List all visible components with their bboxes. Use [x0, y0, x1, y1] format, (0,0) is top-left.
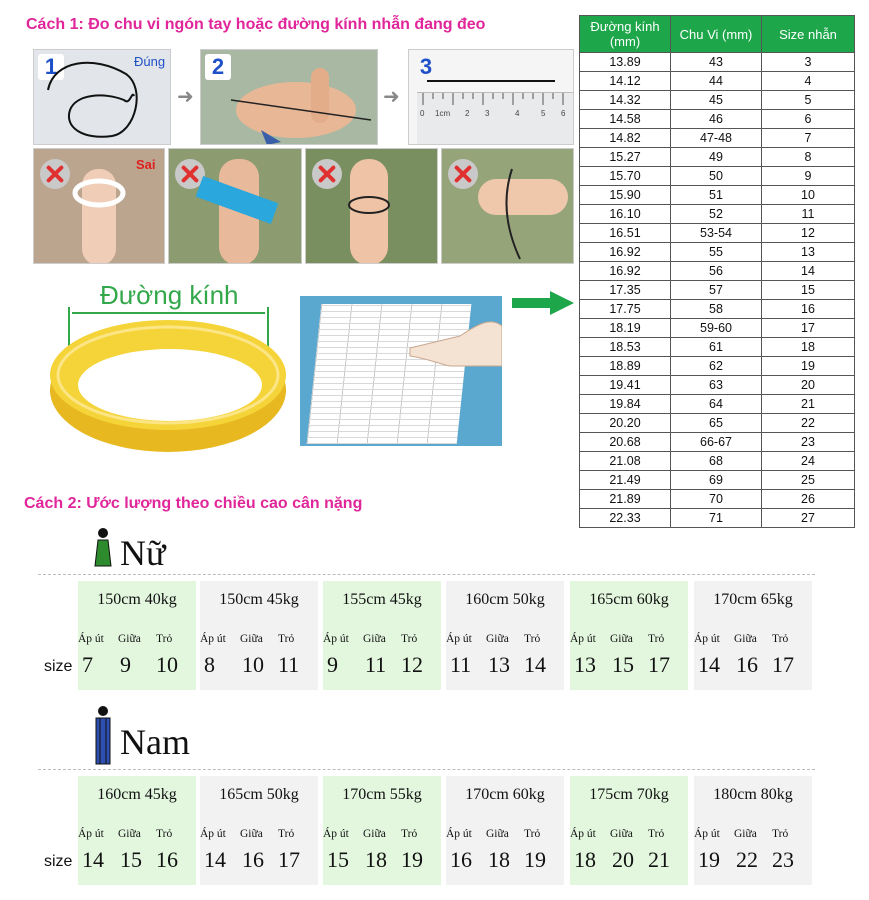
diameter-cell: 17.35	[580, 281, 671, 300]
circumference-cell: 64	[671, 395, 762, 414]
ruler-label: 6	[561, 109, 566, 118]
size-table-row	[580, 129, 855, 148]
height-weight: 175cm 70kg	[570, 776, 688, 814]
diameter-cell: 21.49	[580, 471, 671, 490]
finger-label: Giữa	[118, 633, 141, 645]
finger-label: Trỏ	[156, 633, 173, 645]
finger-label: Trỏ	[524, 828, 541, 840]
diameter-cell: 17.75	[580, 300, 671, 319]
female-label: Nữ	[120, 533, 166, 573]
circumference-cell: 43	[671, 53, 762, 72]
finger-size-value: 23	[772, 847, 794, 872]
height-weight: 170cm 55kg	[323, 776, 441, 814]
size-table-body	[580, 53, 855, 528]
finger-with-ring-icon	[34, 149, 165, 264]
finger-label: Áp út	[323, 633, 349, 645]
finger-size-value: 22	[736, 847, 758, 872]
size-chart-illustration	[300, 296, 502, 446]
female-size-card	[570, 581, 688, 690]
header-diameter: Đường kính (mm)	[580, 16, 671, 53]
wrong-example-1	[33, 148, 165, 264]
ring-size-cell: 5	[762, 91, 855, 110]
ring-size-cell: 3	[762, 53, 855, 72]
diameter-cell: 18.53	[580, 338, 671, 357]
finger-size-value: 7	[82, 652, 93, 677]
finger-label: Áp út	[323, 828, 349, 840]
finger-label: Áp út	[78, 633, 104, 645]
finger-size-value: 18	[574, 847, 596, 872]
diameter-cell: 15.70	[580, 167, 671, 186]
next-arrow-icon: ➜	[177, 84, 194, 108]
next-arrow-icon: ➜	[383, 84, 400, 108]
ruler-label: 1cm	[435, 109, 451, 118]
finger-label: Trỏ	[401, 828, 418, 840]
size-table-row	[580, 224, 855, 243]
finger-size-value: 15	[327, 847, 349, 872]
height-weight: 170cm 60kg	[446, 776, 564, 814]
diameter-cell: 13.89	[580, 53, 671, 72]
ring-size-cell: 27	[762, 509, 855, 528]
ring-size-cell: 9	[762, 167, 855, 186]
method2-title: Cách 2: Ước lượng theo chiều cao cân nặng	[24, 495, 363, 512]
step3-panel	[408, 49, 574, 145]
circumference-cell: 52	[671, 205, 762, 224]
finger-sizes	[78, 619, 196, 690]
ring-size-cell: 17	[762, 319, 855, 338]
finger-size-value: 15	[120, 847, 142, 872]
diameter-cell: 16.92	[580, 262, 671, 281]
finger-size-value: 13	[488, 652, 510, 677]
circumference-cell: 69	[671, 471, 762, 490]
size-table-row	[580, 319, 855, 338]
size-table-row	[580, 281, 855, 300]
finger-sizes	[694, 619, 812, 690]
male-size-card	[570, 776, 688, 885]
ring-size-cell: 13	[762, 243, 855, 262]
finger-sizes	[78, 814, 196, 885]
finger-label: Giữa	[240, 633, 263, 645]
finger-size-value: 13	[574, 652, 596, 677]
size-table-row	[580, 205, 855, 224]
finger-size-value: 16	[736, 652, 758, 677]
finger-size-value: 18	[365, 847, 387, 872]
diameter-cell: 16.92	[580, 243, 671, 262]
diameter-cell: 22.33	[580, 509, 671, 528]
size-table-row	[580, 243, 855, 262]
finger-label: Giữa	[240, 828, 263, 840]
step1-panel	[33, 49, 171, 145]
size-table-row	[580, 110, 855, 129]
female-size-card	[200, 581, 318, 690]
ring-size-cell: 7	[762, 129, 855, 148]
finger-size-value: 10	[242, 652, 264, 677]
finger-label: Giữa	[486, 633, 509, 645]
male-divider	[38, 769, 815, 770]
finger-label: Giữa	[610, 633, 633, 645]
circumference-cell: 44	[671, 72, 762, 91]
diameter-cell: 21.89	[580, 490, 671, 509]
circumference-cell: 71	[671, 509, 762, 528]
finger-label: Giữa	[610, 828, 633, 840]
male-size-card	[323, 776, 441, 885]
finger-size-value: 11	[450, 652, 472, 677]
finger-sizes	[446, 619, 564, 690]
circumference-cell: 55	[671, 243, 762, 262]
finger-size-value: 14	[524, 652, 546, 677]
ring-size-cell: 4	[762, 72, 855, 91]
ring-size-cell: 11	[762, 205, 855, 224]
circumference-cell: 45	[671, 91, 762, 110]
diameter-cell: 18.19	[580, 319, 671, 338]
size-table-row	[580, 376, 855, 395]
wrong-label: Sai	[136, 157, 156, 172]
finger-size-value: 19	[401, 847, 423, 872]
finger-label: Giữa	[734, 633, 757, 645]
ring-size-cell: 26	[762, 490, 855, 509]
finger-size-value: 17	[648, 652, 670, 677]
finger-size-value: 21	[648, 847, 670, 872]
circumference-cell: 49	[671, 148, 762, 167]
ruler-label: 2	[465, 109, 470, 118]
finger-size-value: 11	[278, 652, 300, 677]
wrong-example-4	[441, 148, 574, 264]
circumference-cell: 58	[671, 300, 762, 319]
size-table-row	[580, 433, 855, 452]
ruler-label: 3	[485, 109, 490, 118]
circumference-cell: 57	[671, 281, 762, 300]
size-table-row	[580, 414, 855, 433]
ring-size-cell: 8	[762, 148, 855, 167]
circumference-cell: 63	[671, 376, 762, 395]
female-icon	[94, 527, 112, 569]
finger-size-value: 19	[698, 847, 720, 872]
finger-size-value: 16	[156, 847, 178, 872]
finger-size-value: 16	[242, 847, 264, 872]
height-weight: 150cm 45kg	[200, 581, 318, 619]
ring-size-cell: 16	[762, 300, 855, 319]
size-table	[579, 15, 855, 528]
gold-ring-icon	[48, 305, 298, 465]
diameter-cell: 14.12	[580, 72, 671, 91]
circumference-cell: 59-60	[671, 319, 762, 338]
finger-sizes	[570, 619, 688, 690]
finger-sizes	[200, 619, 318, 690]
finger-label: Áp út	[570, 828, 596, 840]
diameter-cell: 15.27	[580, 148, 671, 167]
ring-size-cell: 14	[762, 262, 855, 281]
ring-size-cell: 12	[762, 224, 855, 243]
wrong-example-3	[305, 148, 438, 264]
finger-label: Giữa	[363, 633, 386, 645]
finger-sizes	[694, 814, 812, 885]
finger-label: Áp út	[446, 828, 472, 840]
diameter-cell: 16.10	[580, 205, 671, 224]
male-size-card	[446, 776, 564, 885]
finger-label: Trỏ	[772, 633, 789, 645]
finger-size-value: 17	[772, 652, 794, 677]
height-weight: 165cm 60kg	[570, 581, 688, 619]
height-weight: 155cm 45kg	[323, 581, 441, 619]
diameter-cell: 16.51	[580, 224, 671, 243]
finger-sizes	[570, 814, 688, 885]
ring-size-cell: 15	[762, 281, 855, 300]
step2-panel	[200, 49, 378, 145]
height-weight: 160cm 50kg	[446, 581, 564, 619]
male-size-card	[694, 776, 812, 885]
ruler-label: 5	[541, 109, 546, 118]
diameter-cell: 18.89	[580, 357, 671, 376]
finger-size-value: 15	[612, 652, 634, 677]
diameter-cell: 19.41	[580, 376, 671, 395]
finger-size-value: 8	[204, 652, 215, 677]
size-table-row	[580, 300, 855, 319]
ring-size-cell: 24	[762, 452, 855, 471]
finger-label: Giữa	[486, 828, 509, 840]
size-table-row	[580, 490, 855, 509]
wrong-example-2	[168, 148, 302, 264]
ruler-label: 4	[515, 109, 520, 118]
correct-label: Đúng	[134, 54, 166, 69]
ruler-label: 0	[420, 109, 425, 118]
circumference-cell: 62	[671, 357, 762, 376]
hand-measuring-icon	[201, 50, 378, 145]
finger-label: Áp út	[78, 828, 104, 840]
size-table-row	[580, 186, 855, 205]
finger-label: Áp út	[446, 633, 472, 645]
ring-size-cell: 22	[762, 414, 855, 433]
step-number: 1	[38, 54, 64, 80]
size-table-row	[580, 148, 855, 167]
size-table-row	[580, 452, 855, 471]
size-table-row	[580, 53, 855, 72]
size-label: size	[44, 658, 73, 675]
finger-label: Áp út	[694, 828, 720, 840]
circumference-cell: 50	[671, 167, 762, 186]
finger-label: Trỏ	[278, 633, 295, 645]
ring-size-cell: 21	[762, 395, 855, 414]
finger-size-value: 11	[365, 652, 387, 677]
finger-sizes	[200, 814, 318, 885]
finger-label: Giữa	[363, 828, 386, 840]
header-circumference: Chu Vi (mm)	[671, 16, 762, 53]
tape-measure-icon	[169, 149, 302, 264]
diameter-cell: 19.84	[580, 395, 671, 414]
size-table-header	[580, 16, 855, 53]
finger-label: Giữa	[118, 828, 141, 840]
finger-label: Áp út	[694, 633, 720, 645]
circumference-cell: 53-54	[671, 224, 762, 243]
step-number: 3	[419, 54, 433, 79]
finger-size-value: 19	[524, 847, 546, 872]
female-size-card	[78, 581, 196, 690]
finger-with-loose-string-icon	[442, 149, 574, 264]
size-table-row	[580, 91, 855, 110]
male-icon	[94, 705, 112, 765]
finger-label: Trỏ	[648, 828, 665, 840]
ring-size-cell: 18	[762, 338, 855, 357]
ring-size-cell: 25	[762, 471, 855, 490]
size-table-row	[580, 262, 855, 281]
diameter-cell: 14.82	[580, 129, 671, 148]
finger-size-value: 16	[450, 847, 472, 872]
circumference-cell: 61	[671, 338, 762, 357]
finger-sizes	[323, 814, 441, 885]
diameter-label: Đường kính	[100, 280, 239, 310]
finger-size-value: 20	[612, 847, 634, 872]
female-size-card	[694, 581, 812, 690]
finger-size-value: 9	[120, 652, 131, 677]
finger-size-value: 14	[204, 847, 226, 872]
diameter-cell: 14.32	[580, 91, 671, 110]
ring-size-cell: 6	[762, 110, 855, 129]
size-table-row	[580, 338, 855, 357]
diameter-cell: 21.08	[580, 452, 671, 471]
finger-label: Áp út	[570, 633, 596, 645]
ring-size-cell: 10	[762, 186, 855, 205]
height-weight: 180cm 80kg	[694, 776, 812, 814]
finger-label: Trỏ	[524, 633, 541, 645]
height-weight: 170cm 65kg	[694, 581, 812, 619]
finger-size-value: 10	[156, 652, 178, 677]
size-table-row	[580, 357, 855, 376]
finger-size-value: 18	[488, 847, 510, 872]
finger-with-string-icon	[306, 149, 438, 264]
pointing-hand-icon	[300, 296, 502, 446]
height-weight: 150cm 40kg	[78, 581, 196, 619]
method1-title: Cách 1: Đo chu vi ngón tay hoặc đường kính nhẫn đang đeo	[26, 16, 486, 33]
diameter-cell: 20.20	[580, 414, 671, 433]
finger-size-value: 12	[401, 652, 423, 677]
diameter-cell: 14.58	[580, 110, 671, 129]
finger-label: Trỏ	[278, 828, 295, 840]
size-table-row	[580, 471, 855, 490]
finger-label: Áp út	[200, 828, 226, 840]
size-table-row	[580, 167, 855, 186]
size-table-row	[580, 395, 855, 414]
finger-label: Trỏ	[772, 828, 789, 840]
ring-size-cell: 20	[762, 376, 855, 395]
circumference-cell: 70	[671, 490, 762, 509]
finger-size-value: 14	[698, 652, 720, 677]
finger-size-value: 14	[82, 847, 104, 872]
male-size-card	[78, 776, 196, 885]
finger-label: Trỏ	[648, 633, 665, 645]
circumference-cell: 65	[671, 414, 762, 433]
finger-sizes	[323, 619, 441, 690]
string-loop-icon	[34, 50, 171, 145]
ring-size-cell: 19	[762, 357, 855, 376]
circumference-cell: 46	[671, 110, 762, 129]
size-table-row	[580, 72, 855, 91]
diameter-cell: 20.68	[580, 433, 671, 452]
green-arrow-icon	[512, 291, 574, 315]
height-weight: 160cm 45kg	[78, 776, 196, 814]
circumference-cell: 68	[671, 452, 762, 471]
female-size-card	[446, 581, 564, 690]
finger-size-value: 9	[327, 652, 338, 677]
ruler	[417, 92, 574, 145]
female-size-card	[323, 581, 441, 690]
ring-size-cell: 23	[762, 433, 855, 452]
female-divider	[38, 574, 815, 575]
circumference-cell: 47-48	[671, 129, 762, 148]
finger-label: Áp út	[200, 633, 226, 645]
finger-label: Giữa	[734, 828, 757, 840]
diameter-cell: 15.90	[580, 186, 671, 205]
height-weight: 165cm 50kg	[200, 776, 318, 814]
measured-string	[427, 80, 555, 82]
header-ring-size: Size nhẫn	[762, 16, 855, 53]
finger-label: Trỏ	[401, 633, 418, 645]
finger-label: Trỏ	[156, 828, 173, 840]
finger-size-value: 17	[278, 847, 300, 872]
size-table-row	[580, 509, 855, 528]
finger-sizes	[446, 814, 564, 885]
circumference-cell: 56	[671, 262, 762, 281]
circumference-cell: 51	[671, 186, 762, 205]
step-number: 2	[205, 54, 231, 80]
male-label: Nam	[120, 722, 190, 762]
size-label: size	[44, 853, 73, 870]
circumference-cell: 66-67	[671, 433, 762, 452]
male-size-card	[200, 776, 318, 885]
